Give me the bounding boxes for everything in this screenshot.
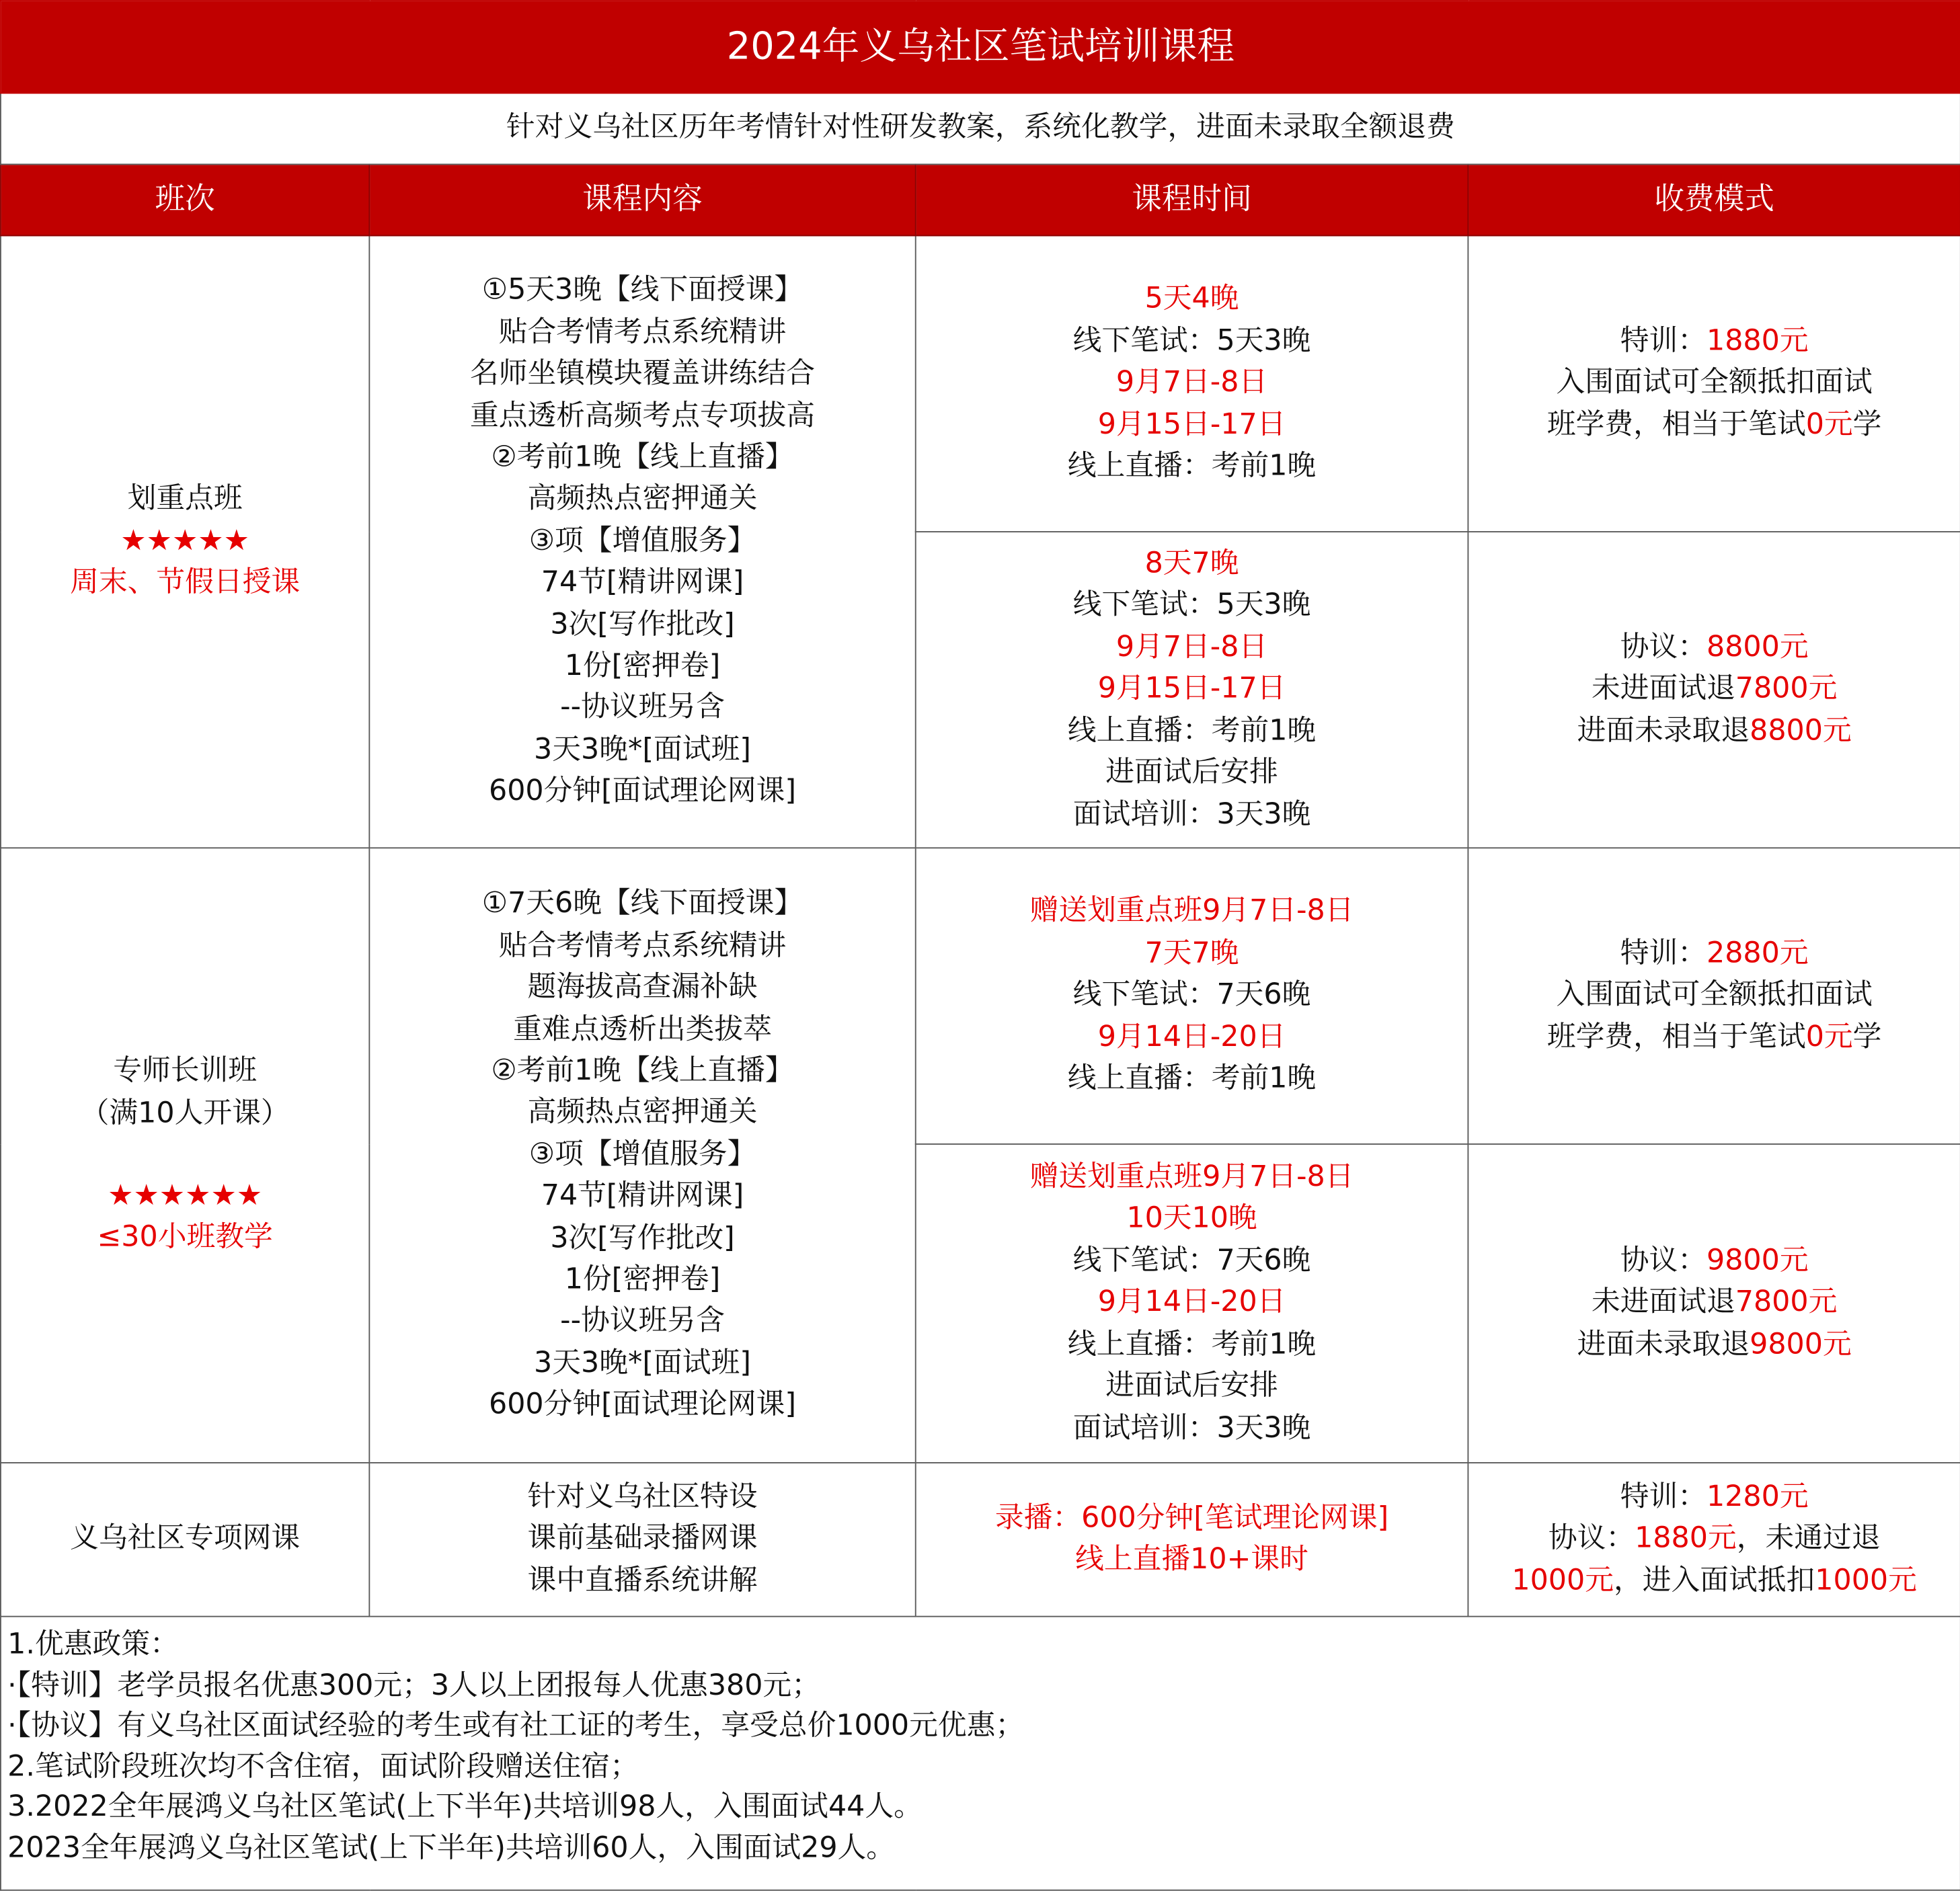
class3-fee-cell xyxy=(1468,1463,1960,1617)
class1-content-line: 名师坐镇模块覆盖讲练结合 xyxy=(469,357,816,391)
class1-fee-a-line1 xyxy=(1468,321,1960,363)
class1-time-a-offline: 线下笔试：5天3晚 xyxy=(1072,325,1311,358)
fee-text: ，进入面试抵扣 xyxy=(1613,1564,1815,1597)
class2-fee-b-cell xyxy=(1468,1144,1960,1463)
header-class: 班次 xyxy=(1,164,369,235)
class2-fee-a-line3 xyxy=(1468,1017,1960,1059)
class2-content-line: 600分钟[面试理论网课] xyxy=(488,1388,797,1422)
class2-note: ≤30小班教学 xyxy=(97,1221,273,1254)
class3-time-cell xyxy=(916,1463,1468,1617)
class1-time-b-online: 线上直播：考前1晚 xyxy=(1067,714,1317,748)
class1-fee-a-line2: 入围面试可全额抵扣面试 xyxy=(1556,366,1873,399)
class1-time-b-cell xyxy=(916,532,1468,848)
header-content: 课程内容 xyxy=(369,164,915,235)
fee-price: 7800元 xyxy=(1735,672,1838,706)
class3-name: 义乌社区专项网课 xyxy=(1,1463,369,1617)
class1-content-cell xyxy=(369,235,915,848)
notes-cell xyxy=(1,1617,1960,1890)
class2-fee-a-line1 xyxy=(1468,933,1960,975)
class2-stars: ★★★★★★ xyxy=(108,1179,263,1213)
class1-time-b-after: 进面试后安排 xyxy=(1105,756,1278,789)
class2-time-b-cell xyxy=(916,1144,1468,1463)
class2-content-line: 3次[写作批改] xyxy=(550,1221,735,1254)
class1-content-line: ②考前1晚【线上直播】 xyxy=(491,441,794,474)
class2-name-cell xyxy=(1,848,369,1463)
class1-time-a-total: 5天4晚 xyxy=(1144,283,1239,316)
class2-content-line: 74节[精讲网课] xyxy=(541,1180,744,1213)
class1-fee-b-cell xyxy=(1468,532,1960,848)
class1-fee-a-cell xyxy=(1468,235,1960,532)
title-row xyxy=(1,1,1960,93)
class2-content-line: ②考前1晚【线上直播】 xyxy=(491,1054,794,1088)
class1-time-a-date2: 9月15日-17日 xyxy=(1097,408,1286,441)
fee-price: 2880元 xyxy=(1706,937,1809,970)
fee-label: 特训： xyxy=(1620,1480,1707,1514)
class2-content-line: 1份[密押卷] xyxy=(564,1263,721,1296)
class2-time-a-total: 7天7晚 xyxy=(1144,937,1239,970)
class2-time-a-gift: 赠送划重点班9月7日-8日 xyxy=(1029,895,1354,928)
class2-content-line: 3天3晚*[面试班] xyxy=(534,1346,751,1380)
class2-fee-a-cell xyxy=(1468,848,1960,1144)
class1-fee-a-line3 xyxy=(1468,405,1960,446)
class2-fee-a-line2: 入围面试可全额抵扣面试 xyxy=(1556,979,1873,1012)
class2-time-b-online: 线上直播：考前1晚 xyxy=(1067,1328,1317,1361)
class1-note: 周末、节假日授课 xyxy=(70,566,301,599)
subtitle-row xyxy=(1,93,1960,164)
page-title: 2024年义乌社区笔试培训课程 xyxy=(1,1,1960,93)
class1-content-line: 3天3晚*[面试班] xyxy=(534,733,751,766)
class2-fee-b-line3 xyxy=(1468,1324,1960,1366)
fee-price: 0元 xyxy=(1805,408,1853,441)
note-line: 3.2022全年展鸿义乌社区笔试(上下半年)共培训98人，入围面试44人。 xyxy=(7,1790,923,1824)
fee-label: 特训： xyxy=(1620,937,1707,970)
fee-text: ，未通过退 xyxy=(1736,1522,1881,1556)
fee-price: 1880元 xyxy=(1635,1522,1737,1556)
fee-text: 班学费，相当于笔试 xyxy=(1546,1020,1806,1053)
note-line: ·【特训】老学员报名优惠300元；3人以上团报每人优惠380元； xyxy=(7,1668,820,1702)
class3-time-line: 线上直播10+课时 xyxy=(1075,1543,1308,1576)
note-line: 2.笔试阶段班次均不含住宿，面试阶段赠送住宿； xyxy=(7,1750,639,1783)
fee-price: 9800元 xyxy=(1706,1244,1809,1277)
class1-content-line: --协议班另含 xyxy=(560,691,725,725)
class1-time-a-online: 线上直播：考前1晚 xyxy=(1067,450,1317,483)
fee-text: 班学费，相当于笔试 xyxy=(1546,408,1806,441)
class3-content-line: 针对义乌社区特设 xyxy=(527,1480,758,1514)
class1-name-cell xyxy=(1,235,369,848)
class3-fee-line3 xyxy=(1468,1560,1960,1602)
fee-label: 未进面试退 xyxy=(1591,672,1735,706)
class1-time-a-date1: 9月7日-8日 xyxy=(1115,366,1268,399)
class2-time-a-date: 9月14日-20日 xyxy=(1097,1020,1286,1053)
class2-content-line: 题海拔高查漏补缺 xyxy=(527,971,758,1004)
class2-fee-b-line2 xyxy=(1468,1283,1960,1324)
fee-price: 1000元 xyxy=(1815,1564,1917,1597)
class1-content-line: ③项【增值服务】 xyxy=(528,524,756,557)
page-subtitle: 针对义乌社区历年考情针对性研发教案，系统化教学，进面未录取全额退费 xyxy=(1,93,1960,164)
class2-content-line: 贴合考情考点系统精讲 xyxy=(498,929,787,962)
class1-time-b-date1: 9月7日-8日 xyxy=(1115,631,1268,663)
fee-price: 8800元 xyxy=(1706,631,1809,663)
fee-price: 0元 xyxy=(1805,1020,1853,1053)
header-fee: 收费模式 xyxy=(1468,164,1960,235)
fee-price: 1280元 xyxy=(1706,1480,1809,1514)
header-time: 课程时间 xyxy=(916,164,1468,235)
fee-price: 8800元 xyxy=(1750,714,1852,748)
class2-name: 专师长训班 xyxy=(113,1055,258,1088)
fee-price: 1000元 xyxy=(1512,1564,1614,1597)
class1-content-line: 重点透析高频考点专项拔高 xyxy=(469,399,816,432)
class1-fee-b-line3 xyxy=(1468,711,1960,752)
class2-time-b-after: 进面试后安排 xyxy=(1105,1369,1278,1403)
class1-content-line: 74节[精讲网课] xyxy=(541,566,744,599)
class1-content-line: 3次[写作批改] xyxy=(550,608,735,641)
class1-time-a-cell xyxy=(916,235,1468,532)
class3-content-cell xyxy=(369,1463,915,1617)
class1-fee-b-line2 xyxy=(1468,669,1960,711)
class2-time-b-total: 10天10晚 xyxy=(1126,1203,1257,1236)
class3-fee-line1 xyxy=(1468,1477,1960,1519)
note-line: ·【协议】有义乌社区面试经验的考生或有社工证的考生，享受总价1000元优惠； xyxy=(7,1709,1025,1742)
class1-content-line: ①5天3晚【线下面授课】 xyxy=(481,274,803,307)
class2-content-cell xyxy=(369,848,915,1463)
fee-label: 进面未录取退 xyxy=(1577,714,1750,748)
fee-price: 1880元 xyxy=(1706,325,1809,358)
class1-content-line: 600分钟[面试理论网课] xyxy=(488,775,797,808)
class1-time-b-date2: 9月15日-17日 xyxy=(1097,672,1286,706)
note-line: 2023全年展鸿义乌社区笔试(上下半年)共培训60人，入围面试29人。 xyxy=(7,1831,896,1864)
notes-row xyxy=(1,1617,1960,1890)
fee-label: 特训： xyxy=(1620,325,1707,358)
fee-price: 9800元 xyxy=(1750,1328,1852,1361)
spacer xyxy=(1,1135,369,1176)
class1-row-a xyxy=(1,235,1960,532)
class3-content-line: 课前基础录播网课 xyxy=(527,1522,758,1556)
fee-text: 学 xyxy=(1852,1020,1882,1053)
class2-condition: （满10人开课） xyxy=(80,1096,290,1129)
fee-label: 协议： xyxy=(1548,1522,1635,1556)
class2-content-line: ①7天6晚【线下面授课】 xyxy=(481,887,803,920)
class2-time-b-interview: 面试培训：3天3晚 xyxy=(1072,1411,1311,1445)
fee-text: 学 xyxy=(1852,408,1882,441)
class2-content-line: 重难点透析出类拔萃 xyxy=(513,1012,772,1046)
class1-content-line: 贴合考情考点系统精讲 xyxy=(498,315,787,349)
class3-time-line: 录播：600分钟[笔试理论网课] xyxy=(994,1501,1389,1535)
class2-time-b-offline: 线下笔试：7天6晚 xyxy=(1072,1244,1311,1277)
class2-time-b-gift: 赠送划重点班9月7日-8日 xyxy=(1029,1161,1354,1194)
class2-fee-b-line1 xyxy=(1468,1241,1960,1283)
fee-label: 进面未录取退 xyxy=(1577,1328,1750,1361)
fee-price: 7800元 xyxy=(1735,1286,1838,1319)
class2-content-line: ③项【增值服务】 xyxy=(528,1138,756,1171)
class1-stars: ★★★★★ xyxy=(120,524,249,557)
class2-time-a-offline: 线下笔试：7天6晚 xyxy=(1072,979,1311,1012)
class1-fee-b-line1 xyxy=(1468,627,1960,669)
class2-time-a-online: 线上直播：考前1晚 xyxy=(1067,1062,1317,1095)
class2-time-a-cell xyxy=(916,848,1468,1144)
class3-content-line: 课中直播系统讲解 xyxy=(527,1564,758,1597)
class2-content-line: --协议班另含 xyxy=(560,1305,725,1338)
fee-label: 未进面试退 xyxy=(1591,1286,1735,1319)
class2-time-b-date: 9月14日-20日 xyxy=(1097,1286,1286,1319)
class1-time-b-total: 8天7晚 xyxy=(1144,547,1239,580)
class3-row xyxy=(1,1463,1960,1617)
class1-time-b-offline: 线下笔试：5天3晚 xyxy=(1072,589,1311,622)
class1-time-b-interview: 面试培训：3天3晚 xyxy=(1072,798,1311,831)
class1-name: 划重点班 xyxy=(127,483,243,516)
class2-content-line: 高频热点密押通关 xyxy=(527,1096,758,1129)
class1-content-line: 高频热点密押通关 xyxy=(527,483,758,516)
fee-label: 协议： xyxy=(1620,631,1707,663)
class1-content-line: 1份[密押卷] xyxy=(564,649,721,683)
header-row xyxy=(1,164,1960,235)
note-line: 1.优惠政策： xyxy=(7,1628,179,1661)
class2-row-a xyxy=(1,848,1960,1144)
fee-label: 协议： xyxy=(1620,1244,1707,1277)
class3-fee-line2 xyxy=(1468,1519,1960,1560)
